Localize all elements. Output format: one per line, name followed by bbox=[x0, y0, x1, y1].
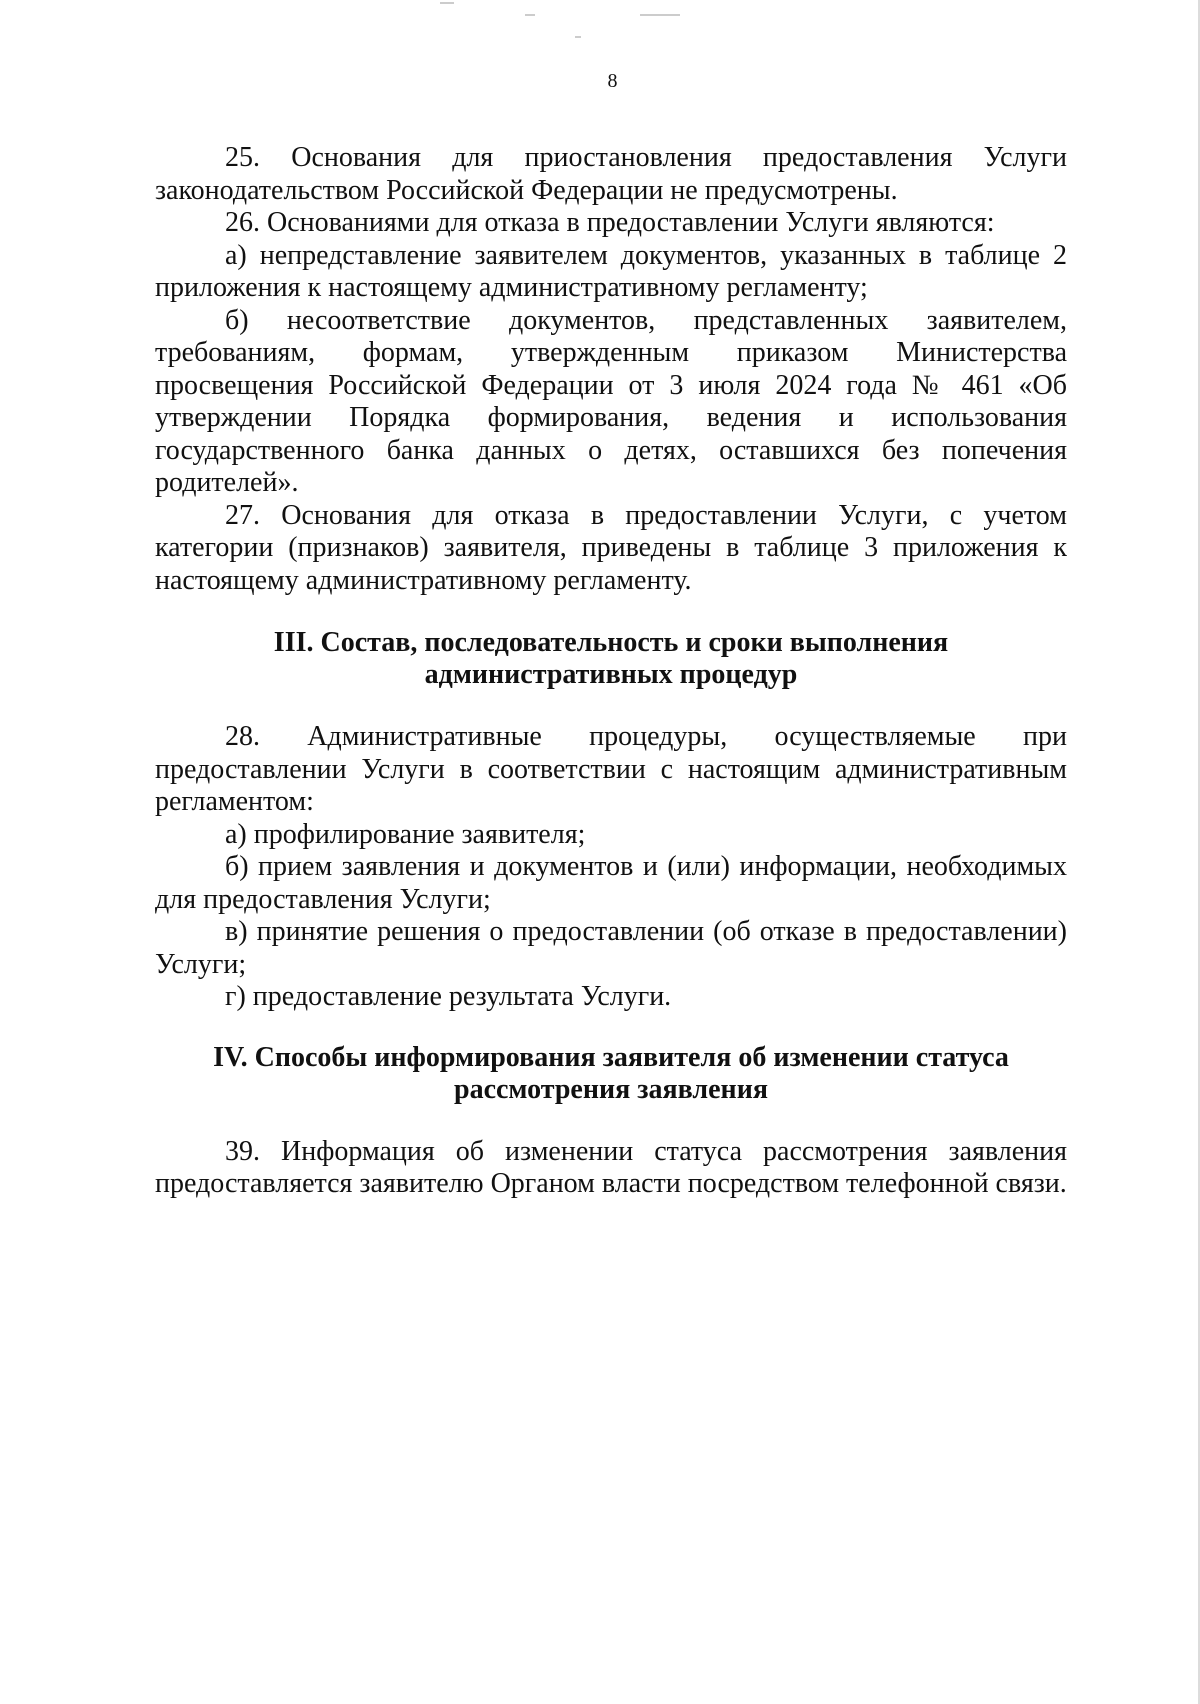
scan-speck bbox=[575, 36, 581, 38]
section-iii-heading-line-2: административных процедур bbox=[424, 659, 798, 690]
scan-speck bbox=[640, 14, 680, 16]
spacer bbox=[155, 691, 1067, 721]
section-iii-heading-line-1: III. Состав, последовательность и сроки выполнения bbox=[273, 627, 949, 658]
section-iv-heading-line-1: IV. Способы информирования заявителя об изменении статуса bbox=[213, 1041, 1009, 1073]
scan-speck bbox=[440, 2, 454, 4]
document-body bbox=[155, 142, 1067, 1201]
paragraph-26-b: б) несоответствие документов, представленных заявителем, требованиям, формам, утвержденным приказом Министерства просвещения Российской Федерации от 3 июля 2024 года № 461 «Об утверждении Порядка формирования, ведения и использования государственного банка данных о детях, оставшихся без попечения родителей». bbox=[155, 304, 1067, 498]
spacer bbox=[155, 1014, 1067, 1042]
page-number: 8 bbox=[607, 70, 618, 92]
spacer bbox=[155, 1106, 1067, 1136]
paragraph-26: 26. Основаниями для отказа в предоставлении Услуги являются: bbox=[225, 207, 995, 238]
paragraph-26-a: а) непредставление заявителем документов, указанных в таблице 2 приложения к настоящему административному регламенту; bbox=[155, 239, 1067, 303]
paragraph-39: 39. Информация об изменении статуса рассмотрения заявления предоставляется заявителю Органом власти посредством телефонной связи. bbox=[155, 1135, 1067, 1199]
paragraph-28-b: б) прием заявления и документов и (или) информации, необходимых для предоставления Услуги; bbox=[155, 851, 1067, 915]
paragraph-28-c: в) принятие решения о предоставлении (об отказе в предоставлении) Услуги; bbox=[155, 916, 1067, 980]
spacer bbox=[155, 597, 1067, 627]
section-iv-heading-line-2: рассмотрения заявления bbox=[454, 1073, 768, 1105]
paragraph-25: 25. Основания для приостановления предоставления Услуги законодательством Российской Федерации не предусмотрены. bbox=[155, 142, 1067, 206]
paragraph-27: 27. Основания для отказа в предоставлении Услуги, с учетом категории (признаков) заявителя, приведены в таблице 3 приложения к настоящему административному регламенту. bbox=[155, 499, 1067, 596]
scan-speck bbox=[525, 14, 535, 16]
paragraph-28-a: а) профилирование заявителя; bbox=[225, 818, 586, 850]
paragraph-28-d: г) предоставление результата Услуги. bbox=[225, 981, 672, 1012]
paragraph-28: 28. Административные процедуры, осуществляемые при предоставлении Услуги в соответствии с настоящим административным регламентом: bbox=[155, 721, 1067, 817]
